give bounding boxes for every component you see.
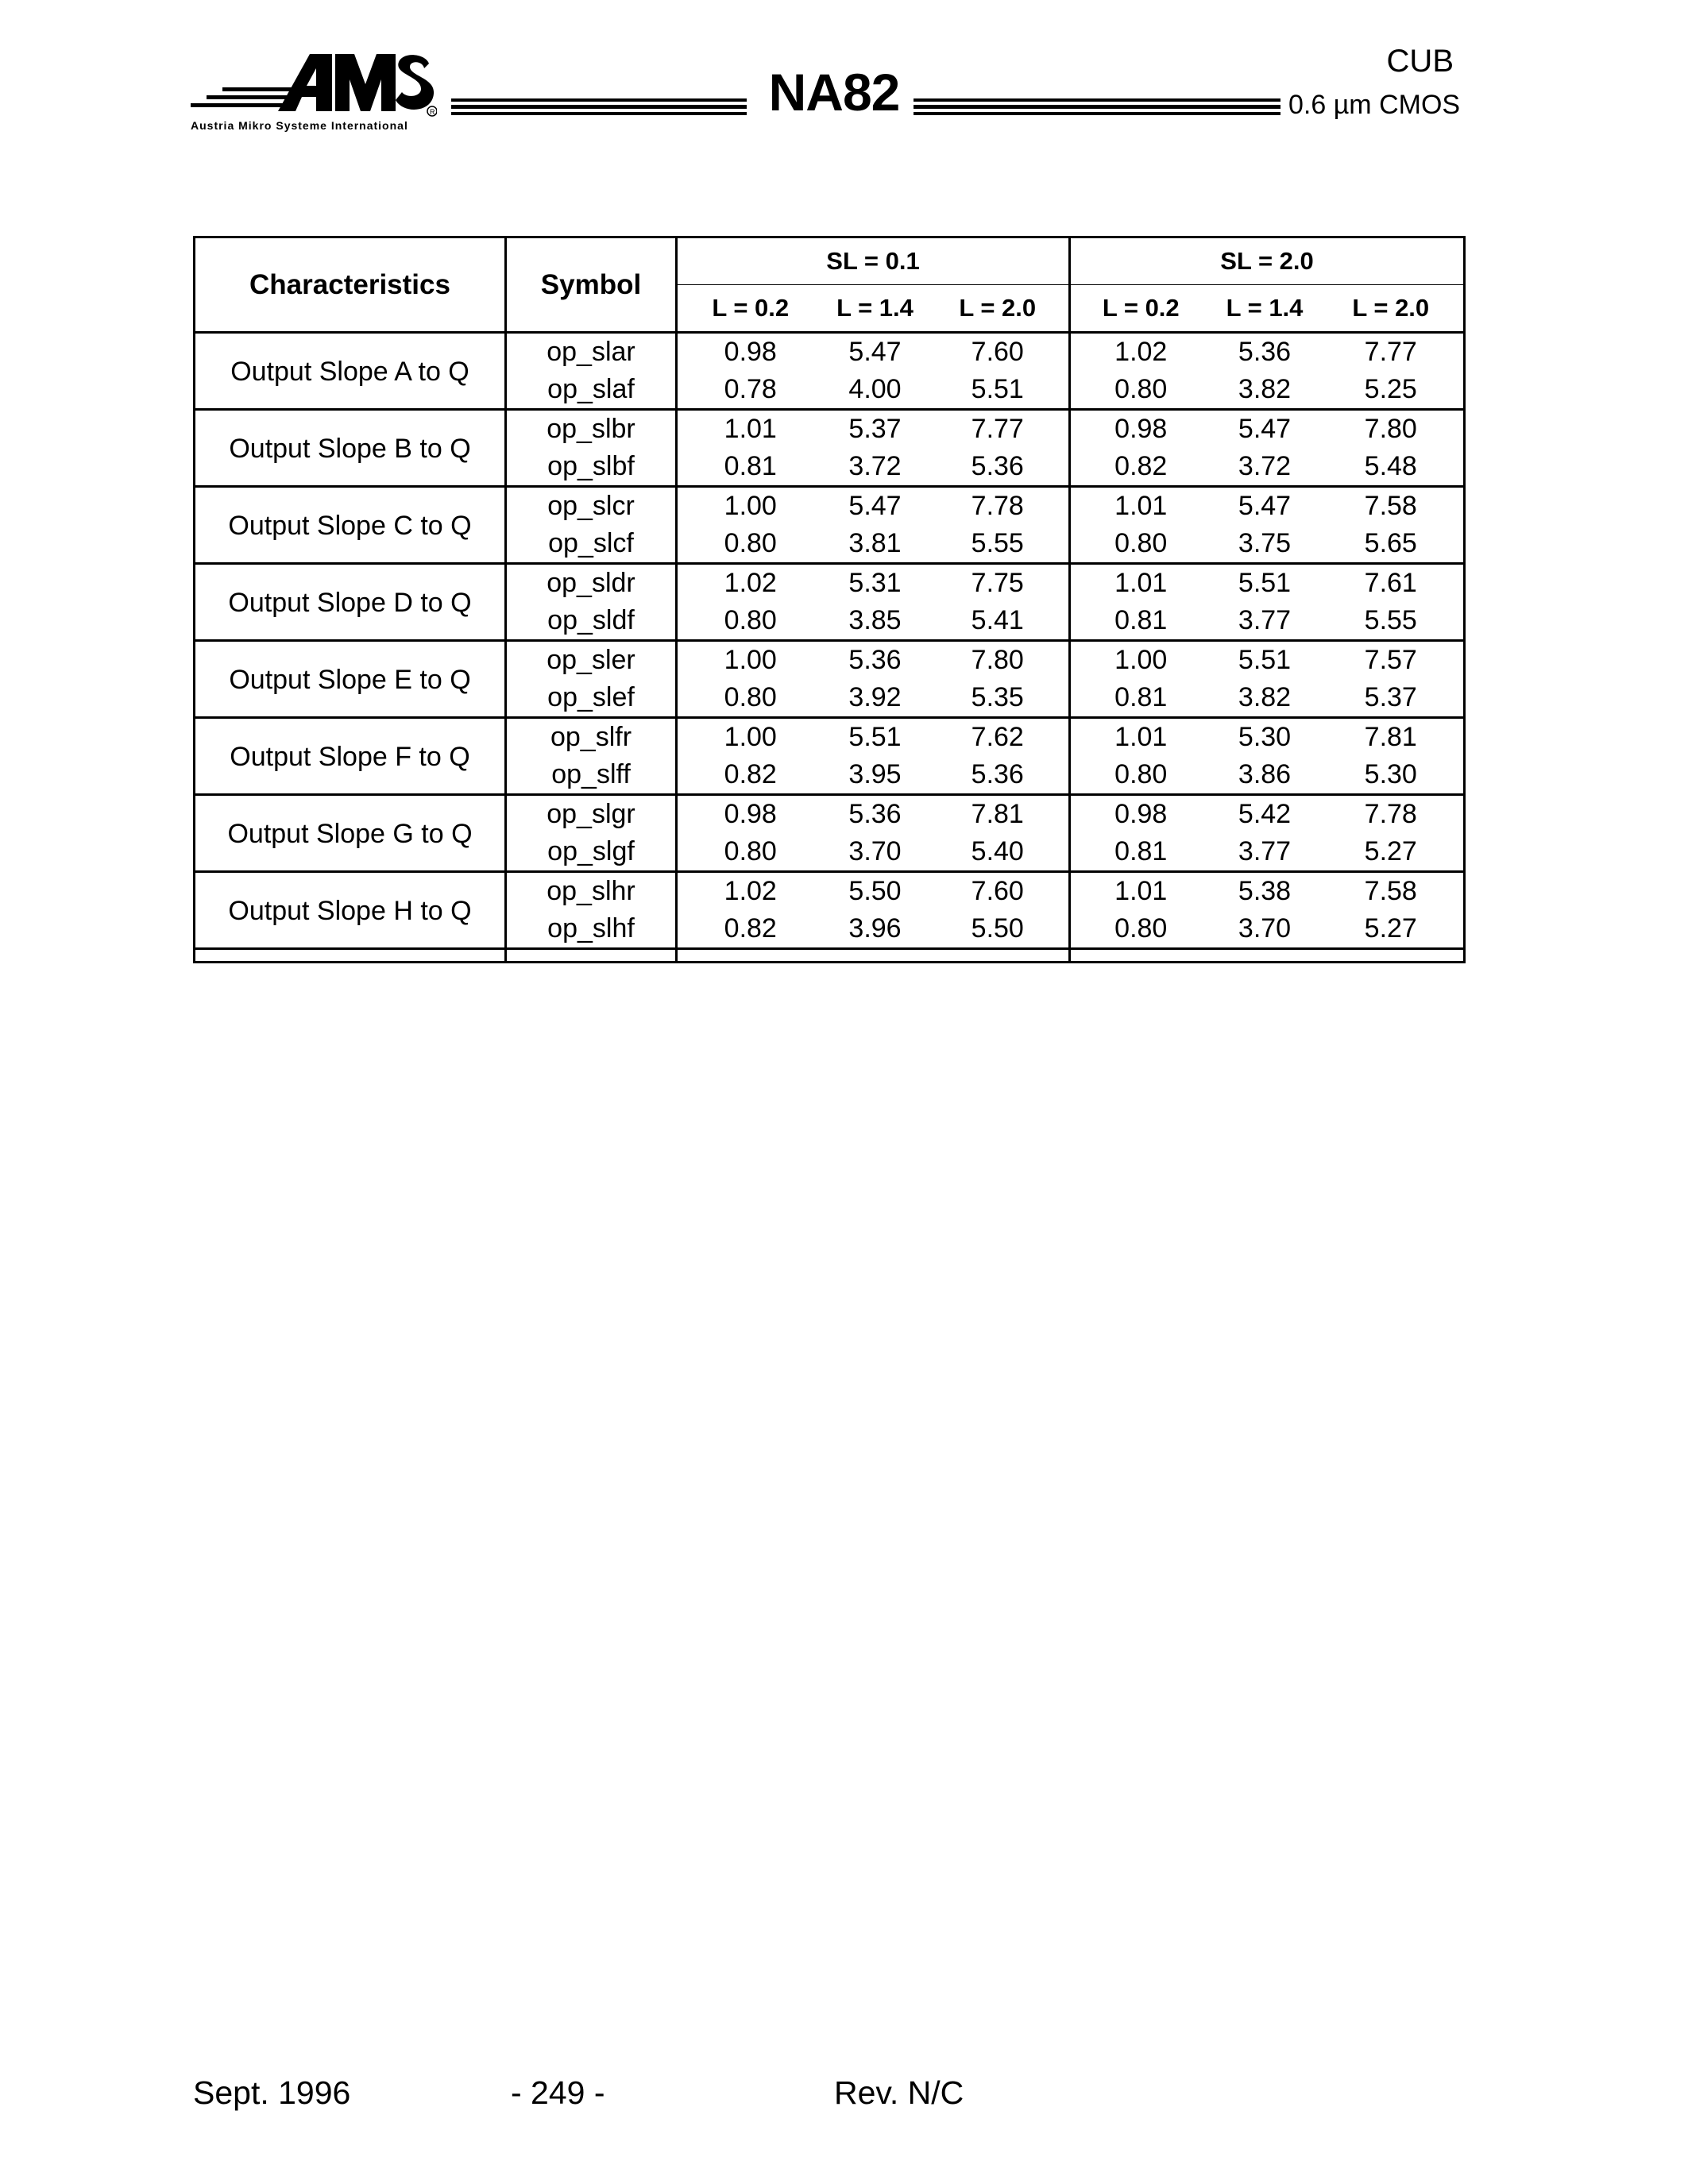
value-text: 5.36 <box>971 451 1024 481</box>
value-text: 5.31 <box>848 568 902 598</box>
value-text: 0.80 <box>1114 913 1168 943</box>
symbol-text: op_slbr <box>547 414 635 444</box>
value-text: 3.85 <box>848 605 902 635</box>
value-text: 4.00 <box>848 374 902 404</box>
value-text: 5.27 <box>1364 836 1417 866</box>
symbol-text: op_slhr <box>547 876 635 906</box>
value-text: 1.01 <box>1114 876 1168 906</box>
value-text: 0.80 <box>724 528 777 558</box>
value-text: 1.00 <box>724 722 777 752</box>
value-text: 3.77 <box>1238 605 1292 635</box>
value-text: 5.27 <box>1364 913 1417 943</box>
footer-revision: Rev. N/C <box>834 2074 964 2111</box>
value-text: 0.81 <box>724 451 777 481</box>
symbol-text: op_slgf <box>547 836 635 866</box>
value-text: 3.81 <box>848 528 902 558</box>
symbol-text: op_sldf <box>547 605 635 635</box>
value-text: 7.80 <box>971 645 1024 675</box>
value-cell <box>1070 410 1211 487</box>
value-text: 0.98 <box>724 337 777 367</box>
value-cell <box>1211 641 1319 718</box>
value-cell <box>824 410 927 487</box>
value-cell <box>1319 795 1465 872</box>
value-text: 7.60 <box>971 337 1024 367</box>
value-text: 5.48 <box>1364 451 1417 481</box>
value-cell <box>927 564 1070 641</box>
value-text: 5.65 <box>1364 528 1417 558</box>
value-text: 3.70 <box>1238 913 1292 943</box>
value-text: 7.77 <box>971 414 1024 444</box>
characteristic-cell: Output Slope C to Q <box>195 487 506 564</box>
value-text: 0.81 <box>1114 605 1168 635</box>
value-cell <box>1070 333 1211 410</box>
value-cell <box>927 718 1070 795</box>
symbol-cell <box>506 795 677 872</box>
value-text: 7.80 <box>1364 414 1417 444</box>
value-text: 7.62 <box>971 722 1024 752</box>
value-text: 5.50 <box>848 876 902 906</box>
value-text: 1.01 <box>1114 568 1168 598</box>
document-title: NA82 <box>768 63 900 122</box>
value-text: 7.58 <box>1364 876 1417 906</box>
characteristic-cell: Output Slope D to Q <box>195 564 506 641</box>
value-cell <box>677 641 824 718</box>
symbol-text: op_slaf <box>547 374 635 404</box>
characteristic-cell: Output Slope E to Q <box>195 641 506 718</box>
value-cell <box>677 564 824 641</box>
subheader-2: L = 2.0 <box>927 285 1070 333</box>
value-cell <box>824 795 927 872</box>
value-text: 5.47 <box>848 491 902 521</box>
header-rule-left <box>451 98 747 116</box>
value-cell <box>1211 487 1319 564</box>
value-text: 3.70 <box>848 836 902 866</box>
value-text: 5.36 <box>848 645 902 675</box>
subheader-0: L = 0.2 <box>677 285 824 333</box>
value-cell <box>927 487 1070 564</box>
symbol-cell <box>506 872 677 949</box>
subheader-5: L = 2.0 <box>1319 285 1465 333</box>
value-cell <box>1070 795 1211 872</box>
value-text: 7.75 <box>971 568 1024 598</box>
header-group-sl-2-0: SL = 2.0 <box>1070 237 1465 285</box>
characteristic-cell: Output Slope B to Q <box>195 410 506 487</box>
process-technology: 0.6 µm CMOS <box>1288 90 1461 120</box>
value-text: 3.92 <box>848 682 902 712</box>
value-text: 0.98 <box>1114 799 1168 829</box>
value-text: 5.37 <box>1364 682 1417 712</box>
value-text: 7.78 <box>971 491 1024 521</box>
value-text: 3.82 <box>1238 682 1292 712</box>
characteristic-cell: Output Slope G to Q <box>195 795 506 872</box>
table-row <box>195 872 1465 949</box>
value-cell <box>824 564 927 641</box>
value-text: 0.81 <box>1114 682 1168 712</box>
value-text: 5.37 <box>848 414 902 444</box>
value-text: 1.01 <box>1114 491 1168 521</box>
value-text: 0.98 <box>724 799 777 829</box>
value-text: 0.82 <box>724 913 777 943</box>
value-cell <box>1070 872 1211 949</box>
value-text: 5.51 <box>1238 568 1292 598</box>
empty-cell <box>506 949 677 963</box>
value-text: 0.80 <box>724 605 777 635</box>
ams-logo <box>191 48 437 135</box>
value-text: 5.40 <box>971 836 1024 866</box>
symbol-cell <box>506 641 677 718</box>
value-text: 5.55 <box>1364 605 1417 635</box>
symbol-cell <box>506 564 677 641</box>
value-text: 3.96 <box>848 913 902 943</box>
value-cell <box>1070 718 1211 795</box>
footer-date: Sept. 1996 <box>193 2074 351 2111</box>
value-cell <box>677 487 824 564</box>
value-text: 0.80 <box>1114 759 1168 789</box>
empty-cell <box>1319 949 1465 963</box>
table-row <box>195 410 1465 487</box>
value-cell <box>927 795 1070 872</box>
symbol-text: op_slgr <box>547 799 635 829</box>
value-text: 5.55 <box>971 528 1024 558</box>
ams-logo-icon <box>191 48 437 119</box>
characteristic-cell: Output Slope F to Q <box>195 718 506 795</box>
value-cell <box>824 487 927 564</box>
footer-page-number: - 249 - <box>511 2074 605 2111</box>
empty-cell <box>1070 949 1211 963</box>
value-cell <box>824 641 927 718</box>
value-text: 5.25 <box>1364 374 1417 404</box>
value-text: 3.86 <box>1238 759 1292 789</box>
symbol-text: op_sler <box>547 645 635 675</box>
value-cell <box>677 333 824 410</box>
value-text: 5.51 <box>971 374 1024 404</box>
header-characteristics: Characteristics <box>195 237 506 333</box>
value-cell <box>1319 718 1465 795</box>
value-text: 0.78 <box>724 374 777 404</box>
value-cell <box>1319 641 1465 718</box>
value-text: 5.51 <box>1238 645 1292 675</box>
value-text: 7.77 <box>1364 337 1417 367</box>
symbol-cell <box>506 718 677 795</box>
value-text: 1.00 <box>724 645 777 675</box>
symbol-cell <box>506 487 677 564</box>
value-text: 5.50 <box>971 913 1024 943</box>
symbol-text: op_slef <box>547 682 635 712</box>
value-cell <box>1319 487 1465 564</box>
value-text: 1.02 <box>724 876 777 906</box>
value-text: 5.51 <box>848 722 902 752</box>
empty-cell <box>824 949 927 963</box>
value-text: 5.47 <box>848 337 902 367</box>
symbol-text: op_slcr <box>547 491 635 521</box>
symbol-text: op_slfr <box>550 722 632 752</box>
value-text: 1.02 <box>1114 337 1168 367</box>
value-cell <box>1211 795 1319 872</box>
value-cell <box>927 641 1070 718</box>
symbol-text: op_slar <box>547 337 635 367</box>
symbol-text: op_slbf <box>547 451 635 481</box>
characteristics-table <box>193 236 1466 963</box>
empty-cell <box>1211 949 1319 963</box>
value-text: 0.80 <box>1114 374 1168 404</box>
value-text: 3.82 <box>1238 374 1292 404</box>
value-cell <box>1319 872 1465 949</box>
value-cell <box>1211 410 1319 487</box>
value-cell <box>677 795 824 872</box>
header-rule-right <box>914 98 1280 116</box>
value-text: 5.42 <box>1238 799 1292 829</box>
value-text: 5.35 <box>971 682 1024 712</box>
symbol-text: op_sldr <box>547 568 635 598</box>
svg-text:R: R <box>430 108 435 116</box>
value-text: 7.81 <box>971 799 1024 829</box>
value-text: 0.82 <box>724 759 777 789</box>
value-cell <box>1211 718 1319 795</box>
value-cell <box>1319 564 1465 641</box>
symbol-cell <box>506 410 677 487</box>
value-cell <box>824 718 927 795</box>
value-text: 7.81 <box>1364 722 1417 752</box>
table-row <box>195 718 1465 795</box>
value-cell <box>1070 487 1211 564</box>
value-cell <box>824 872 927 949</box>
value-text: 1.02 <box>724 568 777 598</box>
value-text: 5.38 <box>1238 876 1292 906</box>
value-text: 1.00 <box>724 491 777 521</box>
value-cell <box>677 872 824 949</box>
value-cell <box>677 410 824 487</box>
value-text: 1.00 <box>1114 645 1168 675</box>
value-text: 5.36 <box>848 799 902 829</box>
empty-cell <box>195 949 506 963</box>
subheader-4: L = 1.4 <box>1211 285 1319 333</box>
value-text: 5.30 <box>1364 759 1417 789</box>
symbol-cell <box>506 333 677 410</box>
value-text: 1.01 <box>724 414 777 444</box>
value-text: 1.01 <box>1114 722 1168 752</box>
value-cell <box>1319 410 1465 487</box>
product-family: CUB <box>1386 44 1454 79</box>
value-cell <box>1070 564 1211 641</box>
value-text: 0.81 <box>1114 836 1168 866</box>
table-row <box>195 487 1465 564</box>
table-row <box>195 795 1465 872</box>
subheader-1: L = 1.4 <box>824 285 927 333</box>
value-cell <box>1211 333 1319 410</box>
value-text: 3.72 <box>1238 451 1292 481</box>
value-text: 3.77 <box>1238 836 1292 866</box>
value-text: 7.61 <box>1364 568 1417 598</box>
empty-cell <box>927 949 1070 963</box>
characteristic-cell: Output Slope H to Q <box>195 872 506 949</box>
empty-cell <box>677 949 824 963</box>
subheader-3: L = 0.2 <box>1070 285 1211 333</box>
value-text: 7.58 <box>1364 491 1417 521</box>
value-text: 5.47 <box>1238 491 1292 521</box>
value-cell <box>677 718 824 795</box>
characteristic-cell: Output Slope A to Q <box>195 333 506 410</box>
value-cell <box>1211 872 1319 949</box>
symbol-text: op_slhf <box>547 913 635 943</box>
value-cell <box>927 872 1070 949</box>
header-symbol: Symbol <box>506 237 677 333</box>
value-text: 3.75 <box>1238 528 1292 558</box>
value-text: 0.98 <box>1114 414 1168 444</box>
value-text: 3.95 <box>848 759 902 789</box>
value-text: 7.57 <box>1364 645 1417 675</box>
value-cell <box>1319 333 1465 410</box>
value-text: 3.72 <box>848 451 902 481</box>
value-text: 7.78 <box>1364 799 1417 829</box>
value-cell <box>1211 564 1319 641</box>
value-text: 5.30 <box>1238 722 1292 752</box>
symbol-text: op_slcf <box>548 528 634 558</box>
table-end-row <box>195 949 1465 963</box>
value-cell <box>1070 641 1211 718</box>
value-text: 5.41 <box>971 605 1024 635</box>
value-text: 0.80 <box>724 836 777 866</box>
table-row <box>195 564 1465 641</box>
value-text: 0.80 <box>1114 528 1168 558</box>
value-text: 5.36 <box>1238 337 1292 367</box>
value-text: 7.60 <box>971 876 1024 906</box>
value-text: 0.82 <box>1114 451 1168 481</box>
value-cell <box>824 333 927 410</box>
table-row <box>195 641 1465 718</box>
logo-subtitle: Austria Mikro Systeme International <box>191 119 408 132</box>
header-group-sl-0-1: SL = 0.1 <box>677 237 1070 285</box>
value-cell <box>927 333 1070 410</box>
value-text: 0.80 <box>724 682 777 712</box>
value-text: 5.47 <box>1238 414 1292 444</box>
symbol-text: op_slff <box>551 759 631 789</box>
value-text: 5.36 <box>971 759 1024 789</box>
table-row <box>195 333 1465 410</box>
value-cell <box>927 410 1070 487</box>
